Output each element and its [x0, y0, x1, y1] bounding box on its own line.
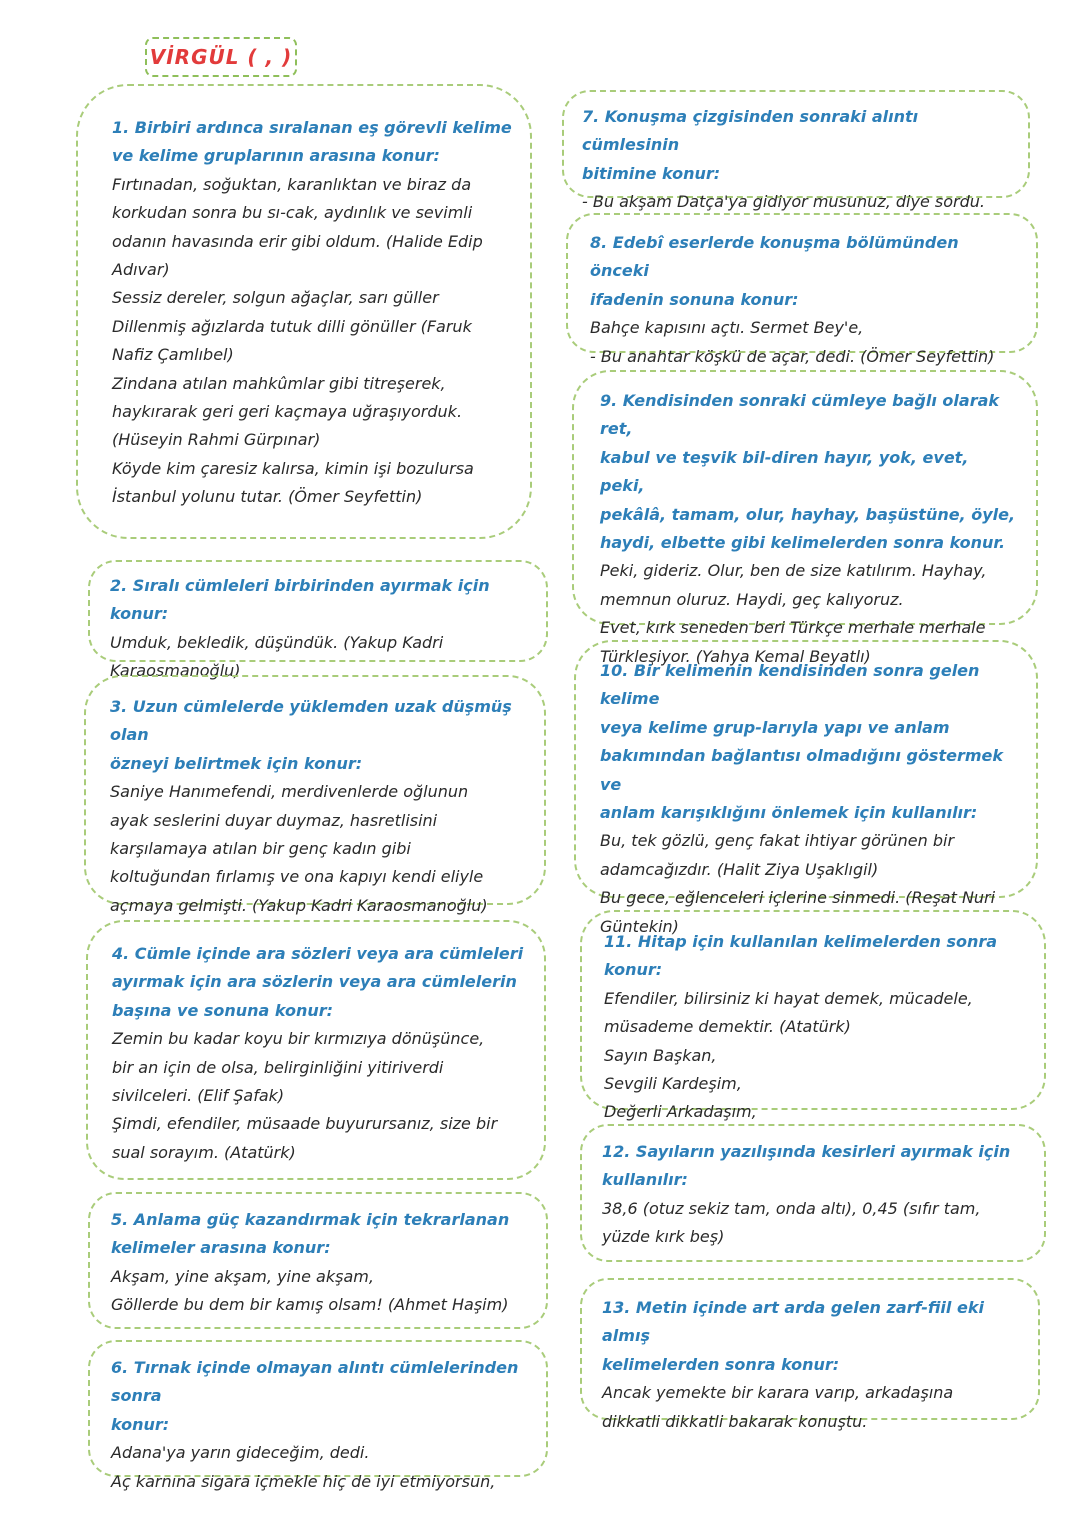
- title-box: [145, 37, 297, 77]
- rule-heading: 8. Edebî eserlerde konuşma bölümünden önceki ifadenin sonuna konur:: [590, 233, 959, 309]
- rule-heading: 2. Sıralı cümleleri birbirinden ayırmak için konur:: [110, 576, 490, 624]
- rule-example: Akşam, yine akşam, yine akşam, Göllerde bu dem bir kamış olsam! (Ahmet Haşim): [111, 1266, 509, 1315]
- rule-example: Peki, gideriz. Olur, ben de size katılırım. Hayhay, memnun oluruz. Haydi, geç kalıyoruz. Evet, kırk seneden beri Türkçe merhale merhale Türkleşiyor. (Yahya Kemal Beyatlı): [600, 561, 987, 666]
- rule-card-9: [572, 370, 1038, 666]
- rule-heading: 11. Hitap için kullanılan kelimelerden sonra konur:: [604, 932, 998, 980]
- rule-example: - Bu akşam Datça'ya gidiyor musunuz, diye sordu.: [582, 192, 985, 212]
- rule-heading: 5. Anlama güç kazandırmak için tekrarlanan kelimeler arasına konur:: [111, 1210, 510, 1258]
- rule-card-11: [580, 910, 1046, 1122]
- rule-heading: 3. Uzun cümlelerde yüklemden uzak düşmüş olan özneyi belirtmek için konur:: [110, 697, 512, 773]
- rule-example: Adana'ya yarın gideceğim, dedi. Aç karnına sigara içmekle hiç de iyi etmiyorsun,: [111, 1443, 496, 1491]
- rule-card-7: [562, 90, 1030, 212]
- rule-example: Saniye Hanımefendi, merdivenlerde oğlunun ayak seslerini duyar duymaz, hasretlisini karşılamaya atılan bir genç kadın gibi koltuğundan fırlamış ve ona kapıyı kendi eliyle açmaya gelmişti. (Yakup Kadri Karaosmanoğlu): [110, 782, 488, 915]
- rule-example: Bahçe kapısını açtı. Sermet Bey'e, - Bu anahtar köşkü de açar, dedi. (Ömer Seyfettin): [590, 318, 995, 366]
- rule-card-5: [88, 1192, 548, 1329]
- rule-heading: 10. Bir kelimenin kendisinden sonra gelen kelime veya kelime grup-larıyla yapı ve anlam bakımından bağlantısı olmadığını göstermek ve anlam karışıklığını önlemek için kullanılır:: [600, 661, 1004, 823]
- rule-card-13: [580, 1278, 1040, 1431]
- rule-heading: 6. Tırnak içinde olmayan alıntı cümlelerinden sonra konur:: [111, 1358, 519, 1434]
- rule-heading: 13. Metin içinde art arda gelen zarf-fiil eki almış kelimelerden sonra konur:: [602, 1298, 984, 1374]
- rule-card-2: [88, 560, 548, 681]
- rule-card-3: [84, 675, 546, 915]
- rule-heading: 7. Konuşma çizgisinden sonraki alıntı cümlesinin bitimine konur:: [582, 107, 919, 183]
- rule-example: Fırtınadan, soğuktan, karanlıktan ve biraz da korkudan sonra bu sı-cak, aydınlık ve sevimli odanın havasında erir gibi oldum. (Halide Edip Adıvar) Sessiz dereler, solgun ağaçlar, sarı güller Dillenmiş ağızlarda tutuk dilli gönüller (Faruk Nafiz Çamlıbel) Zindana atılan mahkûmlar gibi titreşerek, haykırarak geri geri kaçmaya uğraşıyorduk. (Hüseyin Rahmi Gürpınar) Köyde kim çaresiz kalırsa, kimin işi bozulursa İstanbul yolunu tutar. (Ömer Seyfettin): [112, 174, 483, 507]
- page-title: VİRGÜL ( , ): [149, 45, 293, 69]
- rule-example: Ancak yemekte bir karara varıp, arkadaşına dikkatli dikkatli bakarak konuştu.: [602, 1383, 954, 1431]
- rule-card-4: [86, 920, 546, 1180]
- rule-card-6: [88, 1340, 548, 1491]
- rule-heading: 1. Birbiri ardınca sıralanan eş görevli kelime ve kelime gruplarının arasına konur:: [112, 118, 512, 166]
- rule-heading: 12. Sayıların yazılışında kesirleri ayırmak için kullanılır:: [602, 1142, 1011, 1190]
- rule-card-12: [580, 1124, 1046, 1262]
- rule-example: 38,6 (otuz sekiz tam, onda altı), 0,45 (sıfır tam, yüzde kırk beş): [602, 1198, 981, 1247]
- rule-example: Bu, tek gözlü, genç fakat ihtiyar görünen bir adamcağızdır. (Halit Ziya Uşaklıgil) Bu gece, eğlenceleri içlerine sinmedi. (Reşat Nuri Güntekin): [600, 831, 996, 936]
- rule-card-8: [566, 213, 1038, 366]
- rule-card-10: [574, 640, 1038, 936]
- rule-example: Efendiler, bilirsiniz ki hayat demek, mücadele, müsademe demektir. (Atatürk) Sayın Başkan, Sevgili Kardeşim, Değerli Arkadaşım,: [604, 988, 973, 1122]
- rule-heading: 9. Kendisinden sonraki cümleye bağlı olarak ret, kabul ve teşvik bil-diren hayır, yok, evet, peki, pekâlâ, tamam, olur, hayhay, başüstüne, öyle, haydi, elbette gibi kelimelerden sonra konur.: [600, 391, 1016, 553]
- rule-card-1: [76, 84, 532, 539]
- rule-example: Umduk, bekledik, düşündük. (Yakup Kadri Karaosmanoğlu): [110, 632, 444, 681]
- rule-example: Zemin bu kadar koyu bir kırmızıya dönüşünce, bir an için de olsa, belirginliğini yitiriverdi sivilceleri. (Elif Şafak) Şimdi, efendiler, müsaade buyurursanız, size bir sual sorayım. (Atatürk): [112, 1029, 498, 1162]
- rule-heading: 4. Cümle içinde ara sözleri veya ara cümleleri ayırmak için ara sözlerin veya ara cümlelerin başına ve sonuna konur:: [112, 944, 524, 1020]
